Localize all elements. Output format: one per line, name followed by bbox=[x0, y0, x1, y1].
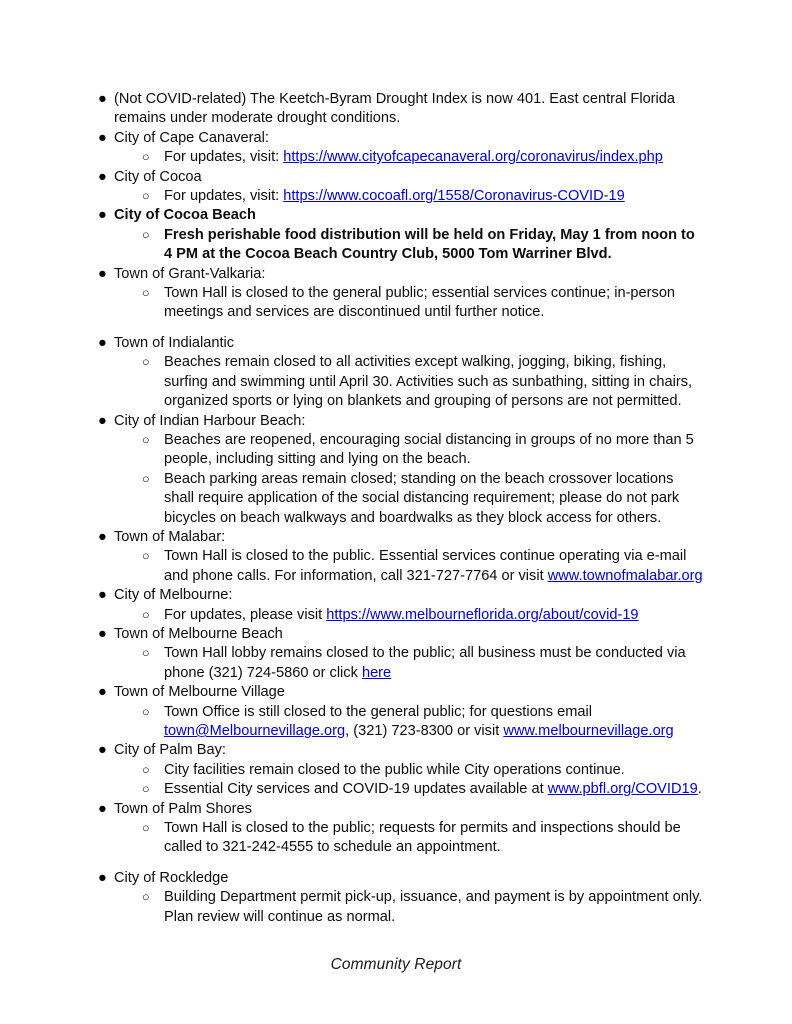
municipality-bullet-list bbox=[92, 90, 704, 927]
bullet-item-label: Town of Malabar: bbox=[114, 528, 226, 545]
text-segment: For updates, visit: bbox=[164, 188, 284, 205]
text-segment: Town Hall is closed to the public; requests for permits and inspections should be called to 321-242-4555 to schedule an appointment. bbox=[164, 820, 681, 856]
bullet-marker-icon: ● bbox=[98, 265, 107, 282]
sub-bullet-list bbox=[114, 226, 704, 265]
bullet-item-indialantic bbox=[92, 334, 704, 412]
bullet-marker-icon: ● bbox=[98, 587, 107, 604]
page-footer: Community Report bbox=[330, 956, 462, 973]
hyperlink[interactable]: www.melbournevillage.org bbox=[503, 723, 674, 739]
bullet-list-container bbox=[92, 90, 704, 927]
sub-bullet-item-text bbox=[164, 187, 704, 206]
sub-bullet-item-ihb-parking bbox=[114, 470, 704, 528]
sub-bullet-marker-icon: ○ bbox=[142, 286, 150, 301]
sub-bullet-item-text bbox=[164, 703, 704, 742]
text-segment: City facilities remain closed to the public while City operations continue. bbox=[164, 761, 625, 778]
bullet-marker-icon: ● bbox=[98, 129, 107, 146]
bullet-item-label: City of Cape Canaveral: bbox=[114, 129, 269, 146]
sub-bullet-marker-icon: ○ bbox=[142, 890, 150, 905]
bullet-item-palm-shores bbox=[92, 800, 704, 858]
hyperlink[interactable]: https://www.melbourneflorida.org/about/covid-19 bbox=[326, 606, 639, 623]
bullet-item-cape-canaveral bbox=[92, 129, 704, 168]
sub-bullet-list bbox=[114, 187, 704, 206]
sub-bullet-item-palm-bay-facilities bbox=[114, 761, 704, 780]
sub-bullet-list bbox=[114, 888, 704, 927]
bullet-marker-icon: ● bbox=[98, 625, 107, 642]
bullet-item-cocoa-beach bbox=[92, 206, 704, 264]
sub-bullet-item-rockledge-building-dept bbox=[114, 888, 704, 927]
sub-bullet-marker-icon: ○ bbox=[142, 646, 150, 661]
hyperlink[interactable]: www.townofmalabar.org bbox=[547, 567, 703, 584]
sub-bullet-item-malabar-townhall bbox=[114, 547, 704, 586]
sub-bullet-item-palm-shores-townhall bbox=[114, 819, 704, 858]
text-segment: Building Department permit pick-up, issuance, and payment is by appointment only. Plan review will continue as normal. bbox=[164, 889, 703, 925]
sub-bullet-marker-icon: ○ bbox=[142, 549, 150, 564]
bullet-marker-icon: ● bbox=[98, 869, 107, 886]
sub-bullet-item-melbourne-village-office bbox=[114, 703, 704, 742]
sub-bullet-marker-icon: ○ bbox=[142, 782, 150, 797]
bullet-item-label: City of Cocoa bbox=[114, 168, 202, 185]
sub-bullet-item-cocoa-updates bbox=[114, 187, 704, 206]
sub-bullet-list bbox=[114, 431, 704, 528]
sub-bullet-marker-icon: ○ bbox=[142, 189, 150, 204]
sub-bullet-item-text bbox=[164, 606, 704, 625]
bullet-item-label: City of Rockledge bbox=[114, 869, 229, 886]
sub-bullet-marker-icon: ○ bbox=[142, 355, 150, 370]
sub-bullet-marker-icon: ○ bbox=[142, 227, 150, 242]
sub-bullet-marker-icon: ○ bbox=[142, 607, 150, 622]
text-segment: , (321) 723-8300 or visit bbox=[345, 723, 504, 739]
bullet-marker-icon: ● bbox=[98, 684, 107, 701]
bullet-marker-icon: ● bbox=[98, 528, 107, 545]
sub-bullet-marker-icon: ○ bbox=[142, 150, 150, 165]
bullet-item-cocoa bbox=[92, 168, 704, 207]
sub-bullet-item-text bbox=[164, 353, 704, 411]
sub-bullet-item-text bbox=[164, 547, 704, 586]
sub-bullet-item-text bbox=[164, 431, 704, 470]
bullet-item-melbourne-village bbox=[92, 683, 704, 741]
sub-bullet-list bbox=[114, 819, 704, 858]
bullet-marker-icon: ● bbox=[98, 412, 107, 429]
sub-bullet-list bbox=[114, 761, 704, 800]
sub-bullet-marker-icon: ○ bbox=[142, 471, 150, 486]
hyperlink[interactable]: https://www.cityofcapecanaveral.org/coronavirus/index.php bbox=[283, 149, 663, 166]
bullet-item-melbourne bbox=[92, 586, 704, 625]
bullet-marker-icon: ● bbox=[98, 800, 107, 817]
text-segment: Town Office is still closed to the general public; for questions email bbox=[164, 703, 593, 720]
bullet-marker-icon: ● bbox=[98, 168, 107, 185]
bullet-item-label: City of Indian Harbour Beach: bbox=[114, 412, 306, 429]
hyperlink[interactable]: www.pbfl.org/COVID19 bbox=[547, 781, 698, 798]
sub-bullet-list bbox=[114, 547, 704, 586]
bullet-item-malabar bbox=[92, 528, 704, 586]
sub-bullet-item-text bbox=[164, 761, 704, 780]
sub-bullet-item-text bbox=[164, 644, 704, 683]
text-segment: Town Hall is closed to the general public; essential services continue; in-person meetings and services are discontinued until further notice. bbox=[164, 285, 676, 321]
bullet-item-label: City of Melbourne: bbox=[114, 587, 233, 604]
sub-bullet-list bbox=[114, 644, 704, 683]
sub-bullet-item-text bbox=[164, 284, 704, 323]
text-segment: Beach parking areas remain closed; standing on the beach crossover locations shall require application of the social distancing requirement; please do not park bicycles on beach walkways and boardwalks as they block access for others. bbox=[164, 470, 680, 526]
bullet-marker-icon: ● bbox=[98, 742, 107, 759]
text-segment: For updates, please visit bbox=[164, 606, 327, 623]
hyperlink[interactable]: town@Melbournevillage.org bbox=[164, 723, 346, 739]
bullet-item-indian-harbour-beach bbox=[92, 412, 704, 528]
bullet-item-palm-bay bbox=[92, 741, 704, 799]
sub-bullet-item-indialantic-beaches bbox=[114, 353, 704, 411]
bullet-marker-icon: ● bbox=[98, 91, 107, 107]
sub-bullet-item-text bbox=[164, 226, 704, 265]
sub-bullet-item-palm-bay-updates bbox=[114, 780, 704, 799]
text-segment: . bbox=[697, 781, 702, 798]
sub-bullet-item-cape-canaveral-updates bbox=[114, 148, 704, 167]
text-segment: Town Hall is closed to the public. Essential services continue operating via e-mail and phone calls. For information, call 321-727-7764 or visit bbox=[164, 548, 687, 584]
text-segment: Fresh perishable food distribution will be held on Friday, May 1 from noon to 4 PM at the Cocoa Beach Country Club, 5000 Tom Warriner Blvd. bbox=[164, 226, 695, 263]
bullet-item-label: (Not COVID-related) The Keetch-Byram Drought Index is now 401. East central Florida remains under moderate drought conditions. bbox=[114, 91, 676, 127]
sub-bullet-item-text bbox=[164, 148, 704, 167]
sub-bullet-item-grant-valkaria-townhall bbox=[114, 284, 704, 323]
bullet-item-label: City of Cocoa Beach bbox=[114, 207, 256, 224]
text-segment: Town Hall lobby remains closed to the public; all business must be conducted via phone (321) 724-5860 or click bbox=[164, 645, 686, 681]
bullet-item-drought-index bbox=[92, 90, 704, 129]
bullet-item-melbourne-beach bbox=[92, 625, 704, 683]
sub-bullet-marker-icon: ○ bbox=[142, 821, 150, 836]
sub-bullet-list bbox=[114, 148, 704, 167]
sub-bullet-item-text bbox=[164, 470, 704, 528]
sub-bullet-item-text bbox=[164, 780, 704, 799]
sub-bullet-item-melbourne-updates bbox=[114, 606, 704, 625]
bullet-marker-icon: ● bbox=[98, 334, 107, 351]
text-segment: Beaches are reopened, encouraging social distancing in groups of no more than 5 people, including sitting and lying on the beach. bbox=[164, 431, 694, 468]
text-segment: Essential City services and COVID-19 updates available at bbox=[164, 781, 548, 798]
bullet-item-label: City of Palm Bay: bbox=[114, 742, 226, 759]
bullet-item-grant-valkaria bbox=[92, 265, 704, 323]
sub-bullet-list bbox=[114, 353, 704, 411]
bullet-marker-icon: ● bbox=[98, 207, 107, 224]
bullet-item-rockledge bbox=[92, 869, 704, 927]
sub-bullet-item-text bbox=[164, 819, 704, 858]
text-segment: For updates, visit: bbox=[164, 149, 284, 166]
sub-bullet-list bbox=[114, 606, 704, 625]
text-segment: Beaches remain closed to all activities except walking, jogging, biking, fishing, surfing and swimming until April 30. Activities such as sunbathing, sitting in chairs, organized sports or lying on blankets and grouping of persons are not permitted. bbox=[164, 354, 693, 410]
sub-bullet-item-cocoa-beach-food bbox=[114, 226, 704, 265]
sub-bullet-item-text bbox=[164, 888, 704, 927]
sub-bullet-item-melbourne-beach-lobby bbox=[114, 644, 704, 683]
bullet-item-label: Town of Palm Shores bbox=[114, 800, 252, 817]
sub-bullet-item-ihb-beaches-reopened bbox=[114, 431, 704, 470]
bullet-item-label: Town of Grant-Valkaria: bbox=[114, 265, 266, 282]
sub-bullet-marker-icon: ○ bbox=[142, 704, 150, 719]
sub-bullet-list bbox=[114, 703, 704, 742]
sub-bullet-marker-icon: ○ bbox=[142, 432, 150, 447]
hyperlink[interactable]: https://www.cocoafl.org/1558/Coronavirus-COVID-19 bbox=[283, 188, 625, 205]
bullet-item-label: Town of Indialantic bbox=[114, 334, 235, 351]
hyperlink[interactable]: here bbox=[361, 664, 392, 681]
sub-bullet-list bbox=[114, 284, 704, 323]
bullet-item-label: Town of Melbourne Beach bbox=[114, 625, 283, 642]
bullet-item-label: Town of Melbourne Village bbox=[114, 684, 285, 701]
sub-bullet-marker-icon: ○ bbox=[142, 762, 150, 777]
